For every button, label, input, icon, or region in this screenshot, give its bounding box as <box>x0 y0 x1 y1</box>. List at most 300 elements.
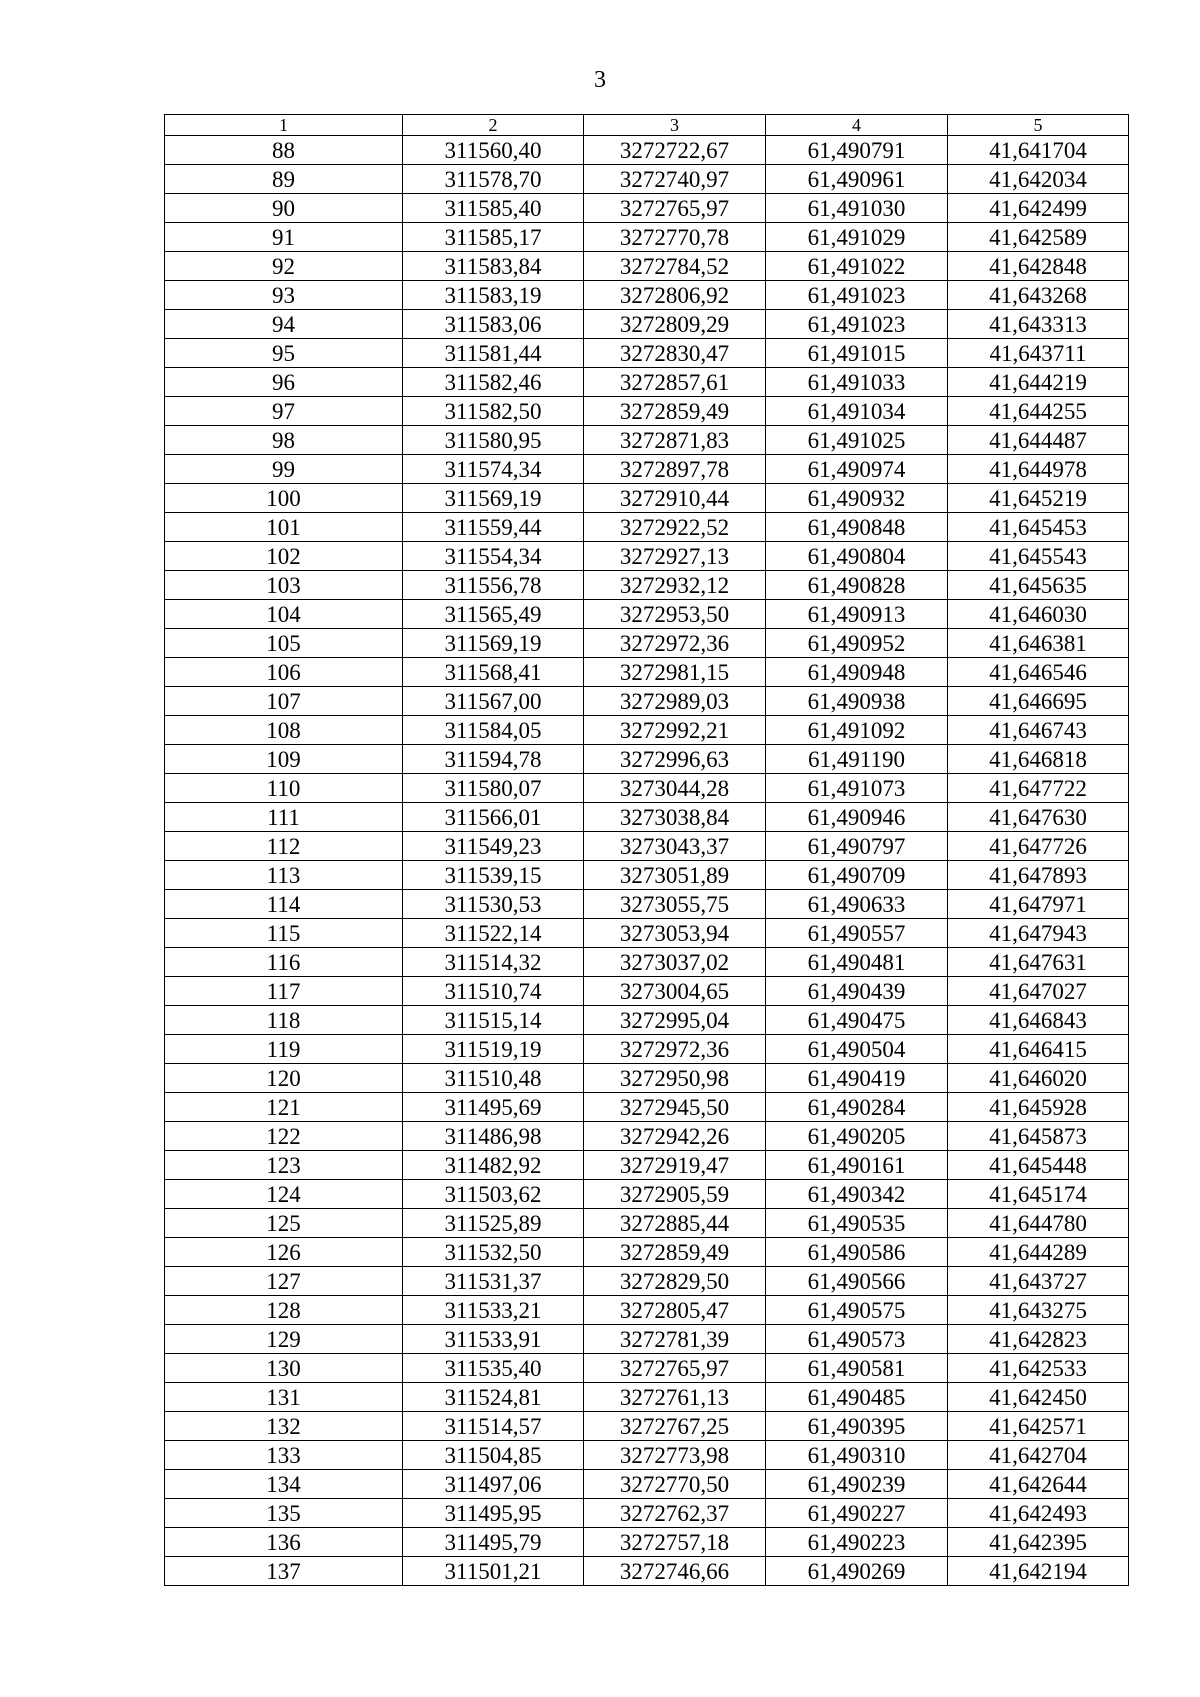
point-number-cell: 135 <box>165 1499 403 1528</box>
point-number-cell: 122 <box>165 1122 403 1151</box>
page-number: 3 <box>594 67 606 93</box>
longitude-cell: 41,642194 <box>948 1557 1129 1586</box>
x-coordinate-cell: 311580,07 <box>403 774 584 803</box>
point-number-cell: 110 <box>165 774 403 803</box>
latitude-cell: 61,490633 <box>766 890 948 919</box>
point-number-cell: 107 <box>165 687 403 716</box>
column-header-2: 2 <box>403 115 584 136</box>
point-number-cell: 111 <box>165 803 403 832</box>
latitude-cell: 61,490573 <box>766 1325 948 1354</box>
table-row <box>165 745 1129 774</box>
point-number-cell: 91 <box>165 223 403 252</box>
y-coordinate-cell: 3272919,47 <box>584 1151 766 1180</box>
longitude-cell: 41,642571 <box>948 1412 1129 1441</box>
table-row <box>165 194 1129 223</box>
x-coordinate-cell: 311582,46 <box>403 368 584 397</box>
table-row <box>165 1325 1129 1354</box>
latitude-cell: 61,490310 <box>766 1441 948 1470</box>
point-number-cell: 134 <box>165 1470 403 1499</box>
point-number-cell: 112 <box>165 832 403 861</box>
column-header-3: 3 <box>584 115 766 136</box>
longitude-cell: 41,647971 <box>948 890 1129 919</box>
x-coordinate-cell: 311560,40 <box>403 136 584 165</box>
longitude-cell: 41,647631 <box>948 948 1129 977</box>
y-coordinate-cell: 3272972,36 <box>584 629 766 658</box>
table-row <box>165 1209 1129 1238</box>
latitude-cell: 61,490952 <box>766 629 948 658</box>
latitude-cell: 61,490284 <box>766 1093 948 1122</box>
longitude-cell: 41,645873 <box>948 1122 1129 1151</box>
point-number-cell: 136 <box>165 1528 403 1557</box>
x-coordinate-cell: 311514,57 <box>403 1412 584 1441</box>
longitude-cell: 41,647027 <box>948 977 1129 1006</box>
x-coordinate-cell: 311569,19 <box>403 629 584 658</box>
point-number-cell: 130 <box>165 1354 403 1383</box>
y-coordinate-cell: 3272773,98 <box>584 1441 766 1470</box>
x-coordinate-cell: 311519,19 <box>403 1035 584 1064</box>
longitude-cell: 41,645635 <box>948 571 1129 600</box>
table-row <box>165 1035 1129 1064</box>
y-coordinate-cell: 3272996,63 <box>584 745 766 774</box>
longitude-cell: 41,642823 <box>948 1325 1129 1354</box>
latitude-cell: 61,490223 <box>766 1528 948 1557</box>
latitude-cell: 61,490961 <box>766 165 948 194</box>
y-coordinate-cell: 3273004,65 <box>584 977 766 1006</box>
point-number-cell: 88 <box>165 136 403 165</box>
table-row <box>165 484 1129 513</box>
latitude-cell: 61,491023 <box>766 281 948 310</box>
latitude-cell: 61,490938 <box>766 687 948 716</box>
latitude-cell: 61,490419 <box>766 1064 948 1093</box>
table-row <box>165 1006 1129 1035</box>
longitude-cell: 41,643275 <box>948 1296 1129 1325</box>
x-coordinate-cell: 311580,95 <box>403 426 584 455</box>
table-row <box>165 455 1129 484</box>
y-coordinate-cell: 3272740,97 <box>584 165 766 194</box>
x-coordinate-cell: 311486,98 <box>403 1122 584 1151</box>
point-number-cell: 93 <box>165 281 403 310</box>
point-number-cell: 123 <box>165 1151 403 1180</box>
table-row <box>165 136 1129 165</box>
y-coordinate-cell: 3272757,18 <box>584 1528 766 1557</box>
point-number-cell: 116 <box>165 948 403 977</box>
point-number-cell: 132 <box>165 1412 403 1441</box>
x-coordinate-cell: 311525,89 <box>403 1209 584 1238</box>
longitude-cell: 41,642499 <box>948 194 1129 223</box>
y-coordinate-cell: 3272761,13 <box>584 1383 766 1412</box>
latitude-cell: 61,491022 <box>766 252 948 281</box>
point-number-cell: 118 <box>165 1006 403 1035</box>
longitude-cell: 41,642450 <box>948 1383 1129 1412</box>
longitude-cell: 41,645219 <box>948 484 1129 513</box>
point-number-cell: 98 <box>165 426 403 455</box>
y-coordinate-cell: 3273055,75 <box>584 890 766 919</box>
point-number-cell: 125 <box>165 1209 403 1238</box>
point-number-cell: 120 <box>165 1064 403 1093</box>
y-coordinate-cell: 3273037,02 <box>584 948 766 977</box>
longitude-cell: 41,646695 <box>948 687 1129 716</box>
longitude-cell: 41,646546 <box>948 658 1129 687</box>
table-row <box>165 1064 1129 1093</box>
longitude-cell: 41,646743 <box>948 716 1129 745</box>
latitude-cell: 61,490342 <box>766 1180 948 1209</box>
latitude-cell: 61,490828 <box>766 571 948 600</box>
latitude-cell: 61,490948 <box>766 658 948 687</box>
table-row <box>165 1441 1129 1470</box>
latitude-cell: 61,490205 <box>766 1122 948 1151</box>
point-number-cell: 119 <box>165 1035 403 1064</box>
point-number-cell: 106 <box>165 658 403 687</box>
point-number-cell: 94 <box>165 310 403 339</box>
x-coordinate-cell: 311495,69 <box>403 1093 584 1122</box>
x-coordinate-cell: 311497,06 <box>403 1470 584 1499</box>
longitude-cell: 41,645453 <box>948 513 1129 542</box>
latitude-cell: 61,491023 <box>766 310 948 339</box>
x-coordinate-cell: 311581,44 <box>403 339 584 368</box>
latitude-cell: 61,491033 <box>766 368 948 397</box>
y-coordinate-cell: 3272972,36 <box>584 1035 766 1064</box>
longitude-cell: 41,644978 <box>948 455 1129 484</box>
table-row <box>165 1383 1129 1412</box>
x-coordinate-cell: 311532,50 <box>403 1238 584 1267</box>
table-row <box>165 1470 1129 1499</box>
table-row <box>165 165 1129 194</box>
longitude-cell: 41,644289 <box>948 1238 1129 1267</box>
latitude-cell: 61,490535 <box>766 1209 948 1238</box>
x-coordinate-cell: 311559,44 <box>403 513 584 542</box>
longitude-cell: 41,647722 <box>948 774 1129 803</box>
x-coordinate-cell: 311514,32 <box>403 948 584 977</box>
latitude-cell: 61,490974 <box>766 455 948 484</box>
y-coordinate-cell: 3272905,59 <box>584 1180 766 1209</box>
x-coordinate-cell: 311582,50 <box>403 397 584 426</box>
table-row <box>165 600 1129 629</box>
longitude-cell: 41,646020 <box>948 1064 1129 1093</box>
longitude-cell: 41,643268 <box>948 281 1129 310</box>
table-header <box>165 115 1129 136</box>
y-coordinate-cell: 3273043,37 <box>584 832 766 861</box>
table-row <box>165 687 1129 716</box>
longitude-cell: 41,642493 <box>948 1499 1129 1528</box>
longitude-cell: 41,645543 <box>948 542 1129 571</box>
y-coordinate-cell: 3272767,25 <box>584 1412 766 1441</box>
y-coordinate-cell: 3272885,44 <box>584 1209 766 1238</box>
point-number-cell: 121 <box>165 1093 403 1122</box>
point-number-cell: 97 <box>165 397 403 426</box>
latitude-cell: 61,490575 <box>766 1296 948 1325</box>
longitude-cell: 41,647943 <box>948 919 1129 948</box>
x-coordinate-cell: 311510,74 <box>403 977 584 1006</box>
x-coordinate-cell: 311585,17 <box>403 223 584 252</box>
y-coordinate-cell: 3272784,52 <box>584 252 766 281</box>
longitude-cell: 41,642848 <box>948 252 1129 281</box>
x-coordinate-cell: 311568,41 <box>403 658 584 687</box>
table-row <box>165 1557 1129 1586</box>
y-coordinate-cell: 3273044,28 <box>584 774 766 803</box>
longitude-cell: 41,646843 <box>948 1006 1129 1035</box>
y-coordinate-cell: 3272809,29 <box>584 310 766 339</box>
x-coordinate-cell: 311584,05 <box>403 716 584 745</box>
table-row <box>165 281 1129 310</box>
longitude-cell: 41,643313 <box>948 310 1129 339</box>
y-coordinate-cell: 3272932,12 <box>584 571 766 600</box>
table-row <box>165 890 1129 919</box>
latitude-cell: 61,490485 <box>766 1383 948 1412</box>
table-row <box>165 310 1129 339</box>
x-coordinate-cell: 311533,21 <box>403 1296 584 1325</box>
column-header-4: 4 <box>766 115 948 136</box>
x-coordinate-cell: 311583,06 <box>403 310 584 339</box>
x-coordinate-cell: 311565,49 <box>403 600 584 629</box>
y-coordinate-cell: 3273051,89 <box>584 861 766 890</box>
x-coordinate-cell: 311574,34 <box>403 455 584 484</box>
longitude-cell: 41,642704 <box>948 1441 1129 1470</box>
x-coordinate-cell: 311530,53 <box>403 890 584 919</box>
y-coordinate-cell: 3273038,84 <box>584 803 766 832</box>
longitude-cell: 41,647630 <box>948 803 1129 832</box>
latitude-cell: 61,490946 <box>766 803 948 832</box>
point-number-cell: 102 <box>165 542 403 571</box>
y-coordinate-cell: 3272781,39 <box>584 1325 766 1354</box>
point-number-cell: 126 <box>165 1238 403 1267</box>
y-coordinate-cell: 3272995,04 <box>584 1006 766 1035</box>
table-row <box>165 977 1129 1006</box>
point-number-cell: 105 <box>165 629 403 658</box>
longitude-cell: 41,646818 <box>948 745 1129 774</box>
latitude-cell: 61,490481 <box>766 948 948 977</box>
point-number-cell: 131 <box>165 1383 403 1412</box>
point-number-cell: 103 <box>165 571 403 600</box>
point-number-cell: 115 <box>165 919 403 948</box>
table-row <box>165 397 1129 426</box>
table-row <box>165 1122 1129 1151</box>
x-coordinate-cell: 311495,79 <box>403 1528 584 1557</box>
table-row <box>165 948 1129 977</box>
y-coordinate-cell: 3272989,03 <box>584 687 766 716</box>
longitude-cell: 41,642644 <box>948 1470 1129 1499</box>
point-number-cell: 113 <box>165 861 403 890</box>
latitude-cell: 61,491190 <box>766 745 948 774</box>
header-row <box>165 115 1129 136</box>
latitude-cell: 61,490913 <box>766 600 948 629</box>
y-coordinate-cell: 3272765,97 <box>584 1354 766 1383</box>
y-coordinate-cell: 3272981,15 <box>584 658 766 687</box>
latitude-cell: 61,490797 <box>766 832 948 861</box>
y-coordinate-cell: 3272722,67 <box>584 136 766 165</box>
y-coordinate-cell: 3272746,66 <box>584 1557 766 1586</box>
point-number-cell: 104 <box>165 600 403 629</box>
point-number-cell: 100 <box>165 484 403 513</box>
table-row <box>165 252 1129 281</box>
x-coordinate-cell: 311578,70 <box>403 165 584 194</box>
longitude-cell: 41,642395 <box>948 1528 1129 1557</box>
y-coordinate-cell: 3272910,44 <box>584 484 766 513</box>
point-number-cell: 101 <box>165 513 403 542</box>
point-number-cell: 124 <box>165 1180 403 1209</box>
latitude-cell: 61,490709 <box>766 861 948 890</box>
longitude-cell: 41,642533 <box>948 1354 1129 1383</box>
x-coordinate-cell: 311583,19 <box>403 281 584 310</box>
table-row <box>165 339 1129 368</box>
latitude-cell: 61,491092 <box>766 716 948 745</box>
x-coordinate-cell: 311495,95 <box>403 1499 584 1528</box>
latitude-cell: 61,490239 <box>766 1470 948 1499</box>
latitude-cell: 61,490581 <box>766 1354 948 1383</box>
point-number-cell: 89 <box>165 165 403 194</box>
table-row <box>165 1528 1129 1557</box>
latitude-cell: 61,490395 <box>766 1412 948 1441</box>
latitude-cell: 61,491030 <box>766 194 948 223</box>
longitude-cell: 41,647726 <box>948 832 1129 861</box>
point-number-cell: 114 <box>165 890 403 919</box>
point-number-cell: 109 <box>165 745 403 774</box>
x-coordinate-cell: 311524,81 <box>403 1383 584 1412</box>
latitude-cell: 61,490848 <box>766 513 948 542</box>
column-header-5: 5 <box>948 115 1129 136</box>
longitude-cell: 41,645928 <box>948 1093 1129 1122</box>
longitude-cell: 41,646030 <box>948 600 1129 629</box>
table-row <box>165 1093 1129 1122</box>
y-coordinate-cell: 3273053,94 <box>584 919 766 948</box>
point-number-cell: 108 <box>165 716 403 745</box>
longitude-cell: 41,643727 <box>948 1267 1129 1296</box>
latitude-cell: 61,491015 <box>766 339 948 368</box>
x-coordinate-cell: 311583,84 <box>403 252 584 281</box>
latitude-cell: 61,491029 <box>766 223 948 252</box>
x-coordinate-cell: 311567,00 <box>403 687 584 716</box>
latitude-cell: 61,491034 <box>766 397 948 426</box>
y-coordinate-cell: 3272770,50 <box>584 1470 766 1499</box>
point-number-cell: 128 <box>165 1296 403 1325</box>
point-number-cell: 96 <box>165 368 403 397</box>
table-row <box>165 658 1129 687</box>
y-coordinate-cell: 3272922,52 <box>584 513 766 542</box>
x-coordinate-cell: 311585,40 <box>403 194 584 223</box>
table-row <box>165 513 1129 542</box>
table-row <box>165 571 1129 600</box>
table-row <box>165 223 1129 252</box>
x-coordinate-cell: 311533,91 <box>403 1325 584 1354</box>
y-coordinate-cell: 3272859,49 <box>584 397 766 426</box>
latitude-cell: 61,490804 <box>766 542 948 571</box>
latitude-cell: 61,491073 <box>766 774 948 803</box>
latitude-cell: 61,490439 <box>766 977 948 1006</box>
longitude-cell: 41,644487 <box>948 426 1129 455</box>
x-coordinate-cell: 311554,34 <box>403 542 584 571</box>
latitude-cell: 61,490566 <box>766 1267 948 1296</box>
table-body <box>165 136 1129 1586</box>
y-coordinate-cell: 3272942,26 <box>584 1122 766 1151</box>
longitude-cell: 41,647893 <box>948 861 1129 890</box>
point-number-cell: 95 <box>165 339 403 368</box>
x-coordinate-cell: 311535,40 <box>403 1354 584 1383</box>
longitude-cell: 41,645448 <box>948 1151 1129 1180</box>
table-row <box>165 368 1129 397</box>
coordinates-table <box>164 114 1129 1586</box>
x-coordinate-cell: 311503,62 <box>403 1180 584 1209</box>
y-coordinate-cell: 3272927,13 <box>584 542 766 571</box>
table-row <box>165 1267 1129 1296</box>
y-coordinate-cell: 3272871,83 <box>584 426 766 455</box>
y-coordinate-cell: 3272806,92 <box>584 281 766 310</box>
y-coordinate-cell: 3272945,50 <box>584 1093 766 1122</box>
x-coordinate-cell: 311522,14 <box>403 919 584 948</box>
x-coordinate-cell: 311549,23 <box>403 832 584 861</box>
table-row <box>165 861 1129 890</box>
x-coordinate-cell: 311539,15 <box>403 861 584 890</box>
x-coordinate-cell: 311501,21 <box>403 1557 584 1586</box>
x-coordinate-cell: 311510,48 <box>403 1064 584 1093</box>
y-coordinate-cell: 3272857,61 <box>584 368 766 397</box>
table-row <box>165 832 1129 861</box>
y-coordinate-cell: 3272830,47 <box>584 339 766 368</box>
point-number-cell: 92 <box>165 252 403 281</box>
latitude-cell: 61,490557 <box>766 919 948 948</box>
table-row <box>165 1238 1129 1267</box>
longitude-cell: 41,642034 <box>948 165 1129 194</box>
y-coordinate-cell: 3272829,50 <box>584 1267 766 1296</box>
latitude-cell: 61,490504 <box>766 1035 948 1064</box>
x-coordinate-cell: 311531,37 <box>403 1267 584 1296</box>
latitude-cell: 61,490791 <box>766 136 948 165</box>
table-row <box>165 1354 1129 1383</box>
y-coordinate-cell: 3272859,49 <box>584 1238 766 1267</box>
x-coordinate-cell: 311566,01 <box>403 803 584 832</box>
table-row <box>165 1151 1129 1180</box>
column-header-1: 1 <box>165 115 403 136</box>
longitude-cell: 41,643711 <box>948 339 1129 368</box>
x-coordinate-cell: 311515,14 <box>403 1006 584 1035</box>
x-coordinate-cell: 311482,92 <box>403 1151 584 1180</box>
point-number-cell: 133 <box>165 1441 403 1470</box>
latitude-cell: 61,490227 <box>766 1499 948 1528</box>
y-coordinate-cell: 3272805,47 <box>584 1296 766 1325</box>
point-number-cell: 137 <box>165 1557 403 1586</box>
x-coordinate-cell: 311569,19 <box>403 484 584 513</box>
table-row <box>165 803 1129 832</box>
latitude-cell: 61,490269 <box>766 1557 948 1586</box>
table-row <box>165 716 1129 745</box>
longitude-cell: 41,641704 <box>948 136 1129 165</box>
longitude-cell: 41,642589 <box>948 223 1129 252</box>
y-coordinate-cell: 3272765,97 <box>584 194 766 223</box>
point-number-cell: 99 <box>165 455 403 484</box>
point-number-cell: 127 <box>165 1267 403 1296</box>
table-row <box>165 774 1129 803</box>
point-number-cell: 117 <box>165 977 403 1006</box>
table-row <box>165 1412 1129 1441</box>
longitude-cell: 41,644780 <box>948 1209 1129 1238</box>
table-row <box>165 542 1129 571</box>
longitude-cell: 41,644219 <box>948 368 1129 397</box>
y-coordinate-cell: 3272992,21 <box>584 716 766 745</box>
point-number-cell: 129 <box>165 1325 403 1354</box>
y-coordinate-cell: 3272770,78 <box>584 223 766 252</box>
y-coordinate-cell: 3272897,78 <box>584 455 766 484</box>
latitude-cell: 61,490586 <box>766 1238 948 1267</box>
longitude-cell: 41,646381 <box>948 629 1129 658</box>
table-row <box>165 1296 1129 1325</box>
y-coordinate-cell: 3272762,37 <box>584 1499 766 1528</box>
table-row <box>165 426 1129 455</box>
table-row <box>165 919 1129 948</box>
table-row <box>165 629 1129 658</box>
y-coordinate-cell: 3272950,98 <box>584 1064 766 1093</box>
longitude-cell: 41,646415 <box>948 1035 1129 1064</box>
table-row <box>165 1180 1129 1209</box>
longitude-cell: 41,645174 <box>948 1180 1129 1209</box>
point-number-cell: 90 <box>165 194 403 223</box>
